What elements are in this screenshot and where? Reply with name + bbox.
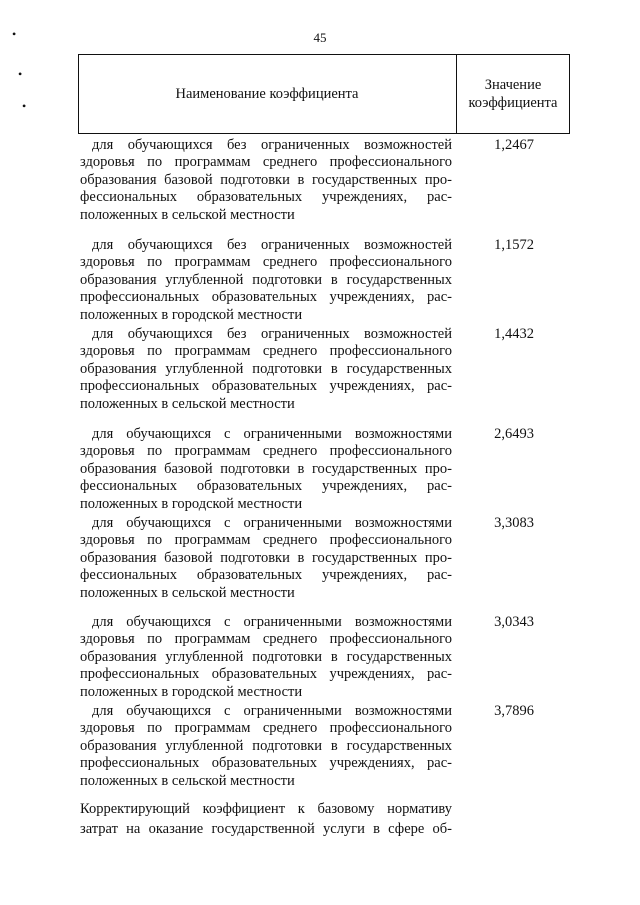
footer-paragraph: [80, 799, 452, 839]
row-line: фессиональных образовательных учреждениях, рас-: [80, 478, 452, 495]
footer-line: Корректирующий коэффициент к базовому нормативу: [80, 801, 452, 817]
table-row-value: 1,1572: [494, 237, 534, 253]
row-line: здоровья по программам среднего профессионального: [80, 343, 452, 360]
row-line: для обучающихся без ограниченных возможностей: [92, 137, 452, 153]
row-line: здоровья по программам среднего профессионального: [80, 631, 452, 648]
row-line: образования базовой подготовки в государственных про-: [80, 460, 452, 477]
table-row-text: [80, 326, 452, 413]
table-row-value: 3,7896: [494, 703, 534, 719]
column-header-value: [456, 76, 570, 112]
column-header-name: Наименование коэффициента: [175, 86, 359, 102]
table-row-value: 1,4432: [494, 326, 534, 342]
row-line: профессиональных образовательных учреждениях, рас-: [80, 378, 452, 395]
row-line: образования базовой подготовки в государственных про-: [80, 171, 452, 188]
row-line: положенных в городской местности: [80, 306, 303, 323]
row-line: положенных в сельской местности: [80, 395, 295, 412]
row-line: профессиональных образовательных учреждениях, рас-: [80, 666, 452, 683]
row-line: для обучающихся без ограниченных возможностей: [92, 237, 452, 253]
row-line: фессиональных образовательных учреждениях, рас-: [80, 189, 452, 206]
row-line: образования углубленной подготовки в государственных: [80, 737, 452, 754]
row-line: образования углубленной подготовки в государственных: [80, 360, 452, 377]
row-line: для обучающихся с ограниченными возможностями: [92, 703, 452, 719]
table-row-text: [80, 614, 452, 701]
row-line: для обучающихся без ограниченных возможностей: [92, 326, 452, 342]
table-row-value: 3,0343: [494, 614, 534, 630]
row-line: здоровья по программам среднего профессионального: [80, 254, 452, 271]
table-row-text: [80, 703, 452, 790]
row-line: профессиональных образовательных учреждениях, рас-: [80, 289, 452, 306]
column-header-value-line2: коэффициента: [468, 95, 558, 111]
table-row-text: [80, 515, 452, 602]
row-line: положенных в городской местности: [80, 495, 303, 512]
table-row-text: [80, 137, 452, 224]
row-line: профессиональных образовательных учреждениях, рас-: [80, 755, 452, 772]
column-header-value-line1: Значение: [484, 77, 542, 93]
row-line: для обучающихся с ограниченными возможностями: [92, 614, 452, 630]
row-line: положенных в сельской местности: [80, 584, 295, 601]
row-line: образования базовой подготовки в государственных про-: [80, 549, 452, 566]
row-line: фессиональных образовательных учреждениях, рас-: [80, 567, 452, 584]
row-line: образования углубленной подготовки в государственных: [80, 271, 452, 288]
table-row-value: 3,3083: [494, 515, 534, 531]
table-row-value: 1,2467: [494, 137, 534, 153]
page-number: 45: [313, 30, 327, 45]
row-line: для обучающихся с ограниченными возможностями: [92, 515, 452, 531]
table-row-value: 2,6493: [494, 426, 534, 442]
row-line: положенных в городской местности: [80, 683, 303, 700]
scan-dot: •: [18, 67, 23, 81]
footer-line: затрат на оказание государственной услуги в сфере об-: [80, 821, 452, 837]
scan-dot: •: [22, 99, 27, 113]
row-line: положенных в сельской местности: [80, 206, 295, 223]
row-line: положенных в сельской местности: [80, 772, 295, 789]
table-row-text: [80, 237, 452, 324]
scan-dot: •: [12, 27, 17, 41]
row-line: здоровья по программам среднего профессионального: [80, 532, 452, 549]
row-line: здоровья по программам среднего профессионального: [80, 443, 452, 460]
row-line: здоровья по программам среднего профессионального: [80, 154, 452, 171]
row-line: для обучающихся с ограниченными возможностями: [92, 426, 452, 442]
row-line: здоровья по программам среднего профессионального: [80, 720, 452, 737]
table-row-text: [80, 426, 452, 513]
row-line: образования углубленной подготовки в государственных: [80, 648, 452, 665]
